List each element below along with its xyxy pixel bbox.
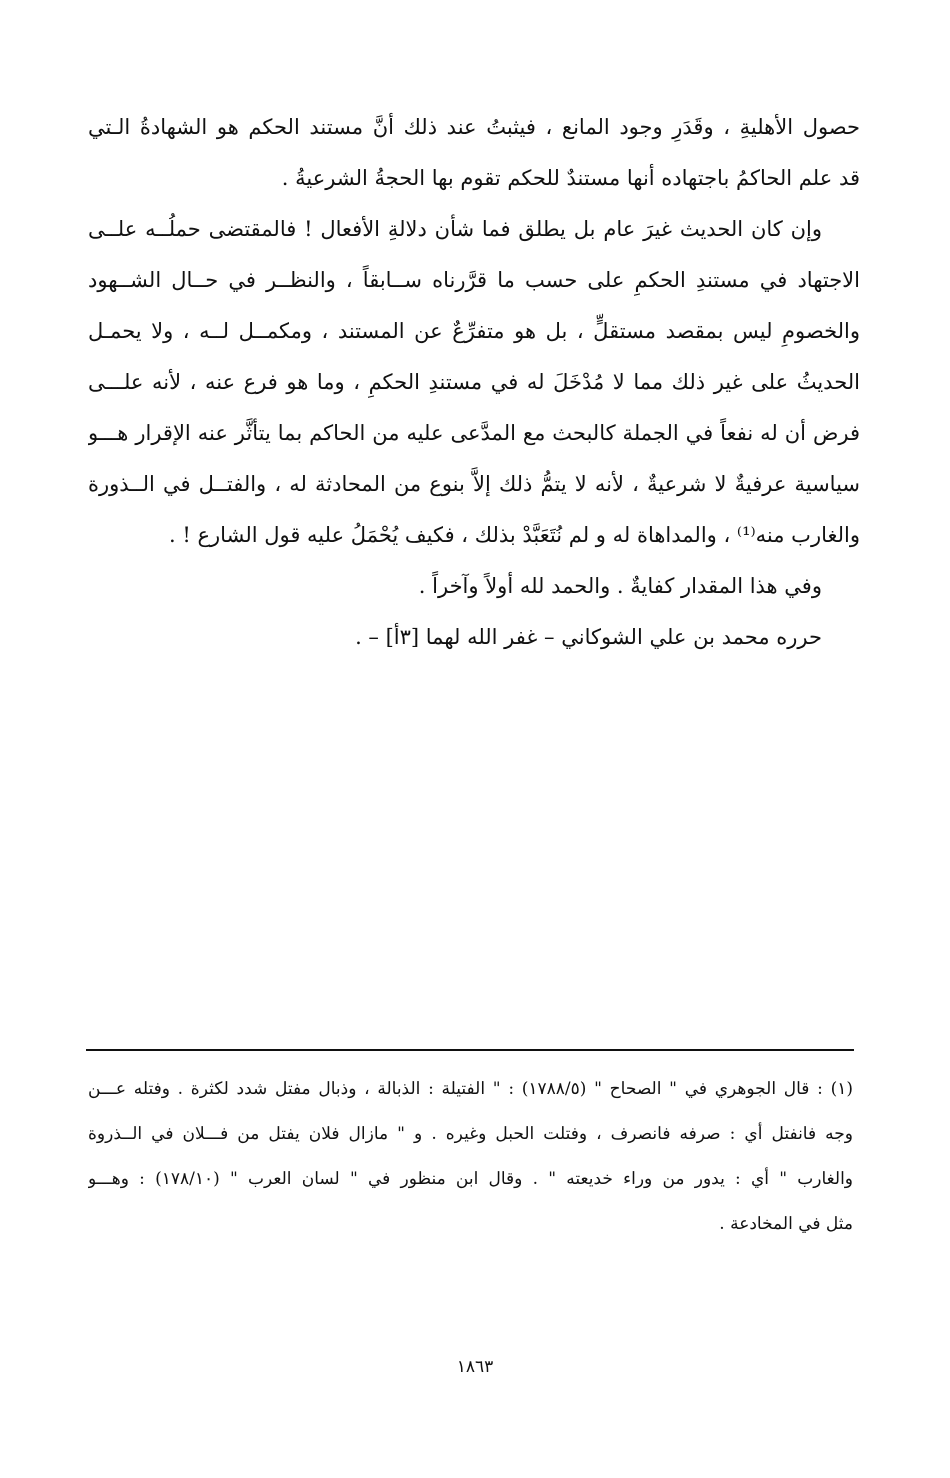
text-line: حصول الأهليةِ ، وقَدَرِ وجود المانع ، فيثبتُ عند ذلك أنَّ مستند الحكم هو الشهادةُ الـتي	[88, 115, 860, 139]
main-text	[88, 102, 860, 663]
text-line: الحديثُ على غير ذلك مما لا مُدْخَلَ له في مستندِ الحكمِ ، وما هو فرع عنه ، لأنه علـــى	[88, 370, 860, 394]
text-line: الاجتهاد في مستندِ الحكمِ على حسب ما قرَّرناه ســابقاً ، والنظــر في حــال الشــهود	[88, 268, 860, 292]
text-line: وإن كان الحديث غيرَ عام بل يطلق فما شأن دلالةِ الأفعال ! فالمقتضى حملُــه علــى	[88, 217, 822, 241]
text-line: قد علم الحاكمُ باجتهاده أنها مستندٌ للحكم تقوم بها الحجةُ الشرعيةُ .	[281, 166, 860, 190]
page-number: ١٨٦٣	[456, 1357, 494, 1377]
text-line: والغارب منه⁽¹⁾ ، والمداهاة له و لم نُتَعَبَّدْ بذلك ، فكيف يُحْمَلُ عليه قول الشارع ! .	[169, 523, 860, 547]
footnote-line: مثل في المخادعة .	[719, 1214, 853, 1234]
text-line: سياسية عرفيةٌ لا شرعيةٌ ، لأنه لا يتمُّ ذلك إلاَّ بنوع من المحادثة له ، والفتــل في الــذورة	[88, 472, 860, 496]
text-line: والخصومِ ليس بمقصد مستقلٍّ ، بل هو متفرِّعٌ عن المستند ، ومكمــل لــه ، ولا يحمـل	[88, 319, 860, 343]
footnote-line: والغارب " أي : يدور من وراء خديعته " . وقال ابن منظور في " لسان العرب " (١٧٨/١٠) : وهـــو	[88, 1169, 853, 1189]
footnote-line: (١) : قال الجوهري في " الصحاح " (١٧٨٨/٥) : " الفتيلة : الذبالة ، وذبال مفتل شدد لكثرة . وفتله عـــن	[88, 1079, 853, 1099]
text-line: وفي هذا المقدار كفايةٌ . والحمد لله أولاً وآخراً .	[418, 574, 822, 598]
footnote-line: وجه فانفتل أي : صرفه فانصرف ، وفتلت الحبل وغيره . و " مازال فلان يفتل من فـــلان في الــذروة	[88, 1124, 853, 1144]
text-line: فرض أن له نفعاً في الجملة كالبحث مع المدَّعى عليه من الحاكم بما يتأثَّر عنه الإقرار هـــو	[88, 421, 860, 445]
footnote-separator	[86, 1049, 854, 1051]
signature-line: حرره محمد بن علي الشوكاني – غفر الله لهما [٣أ] – .	[355, 625, 822, 649]
footnotes	[88, 1067, 853, 1247]
